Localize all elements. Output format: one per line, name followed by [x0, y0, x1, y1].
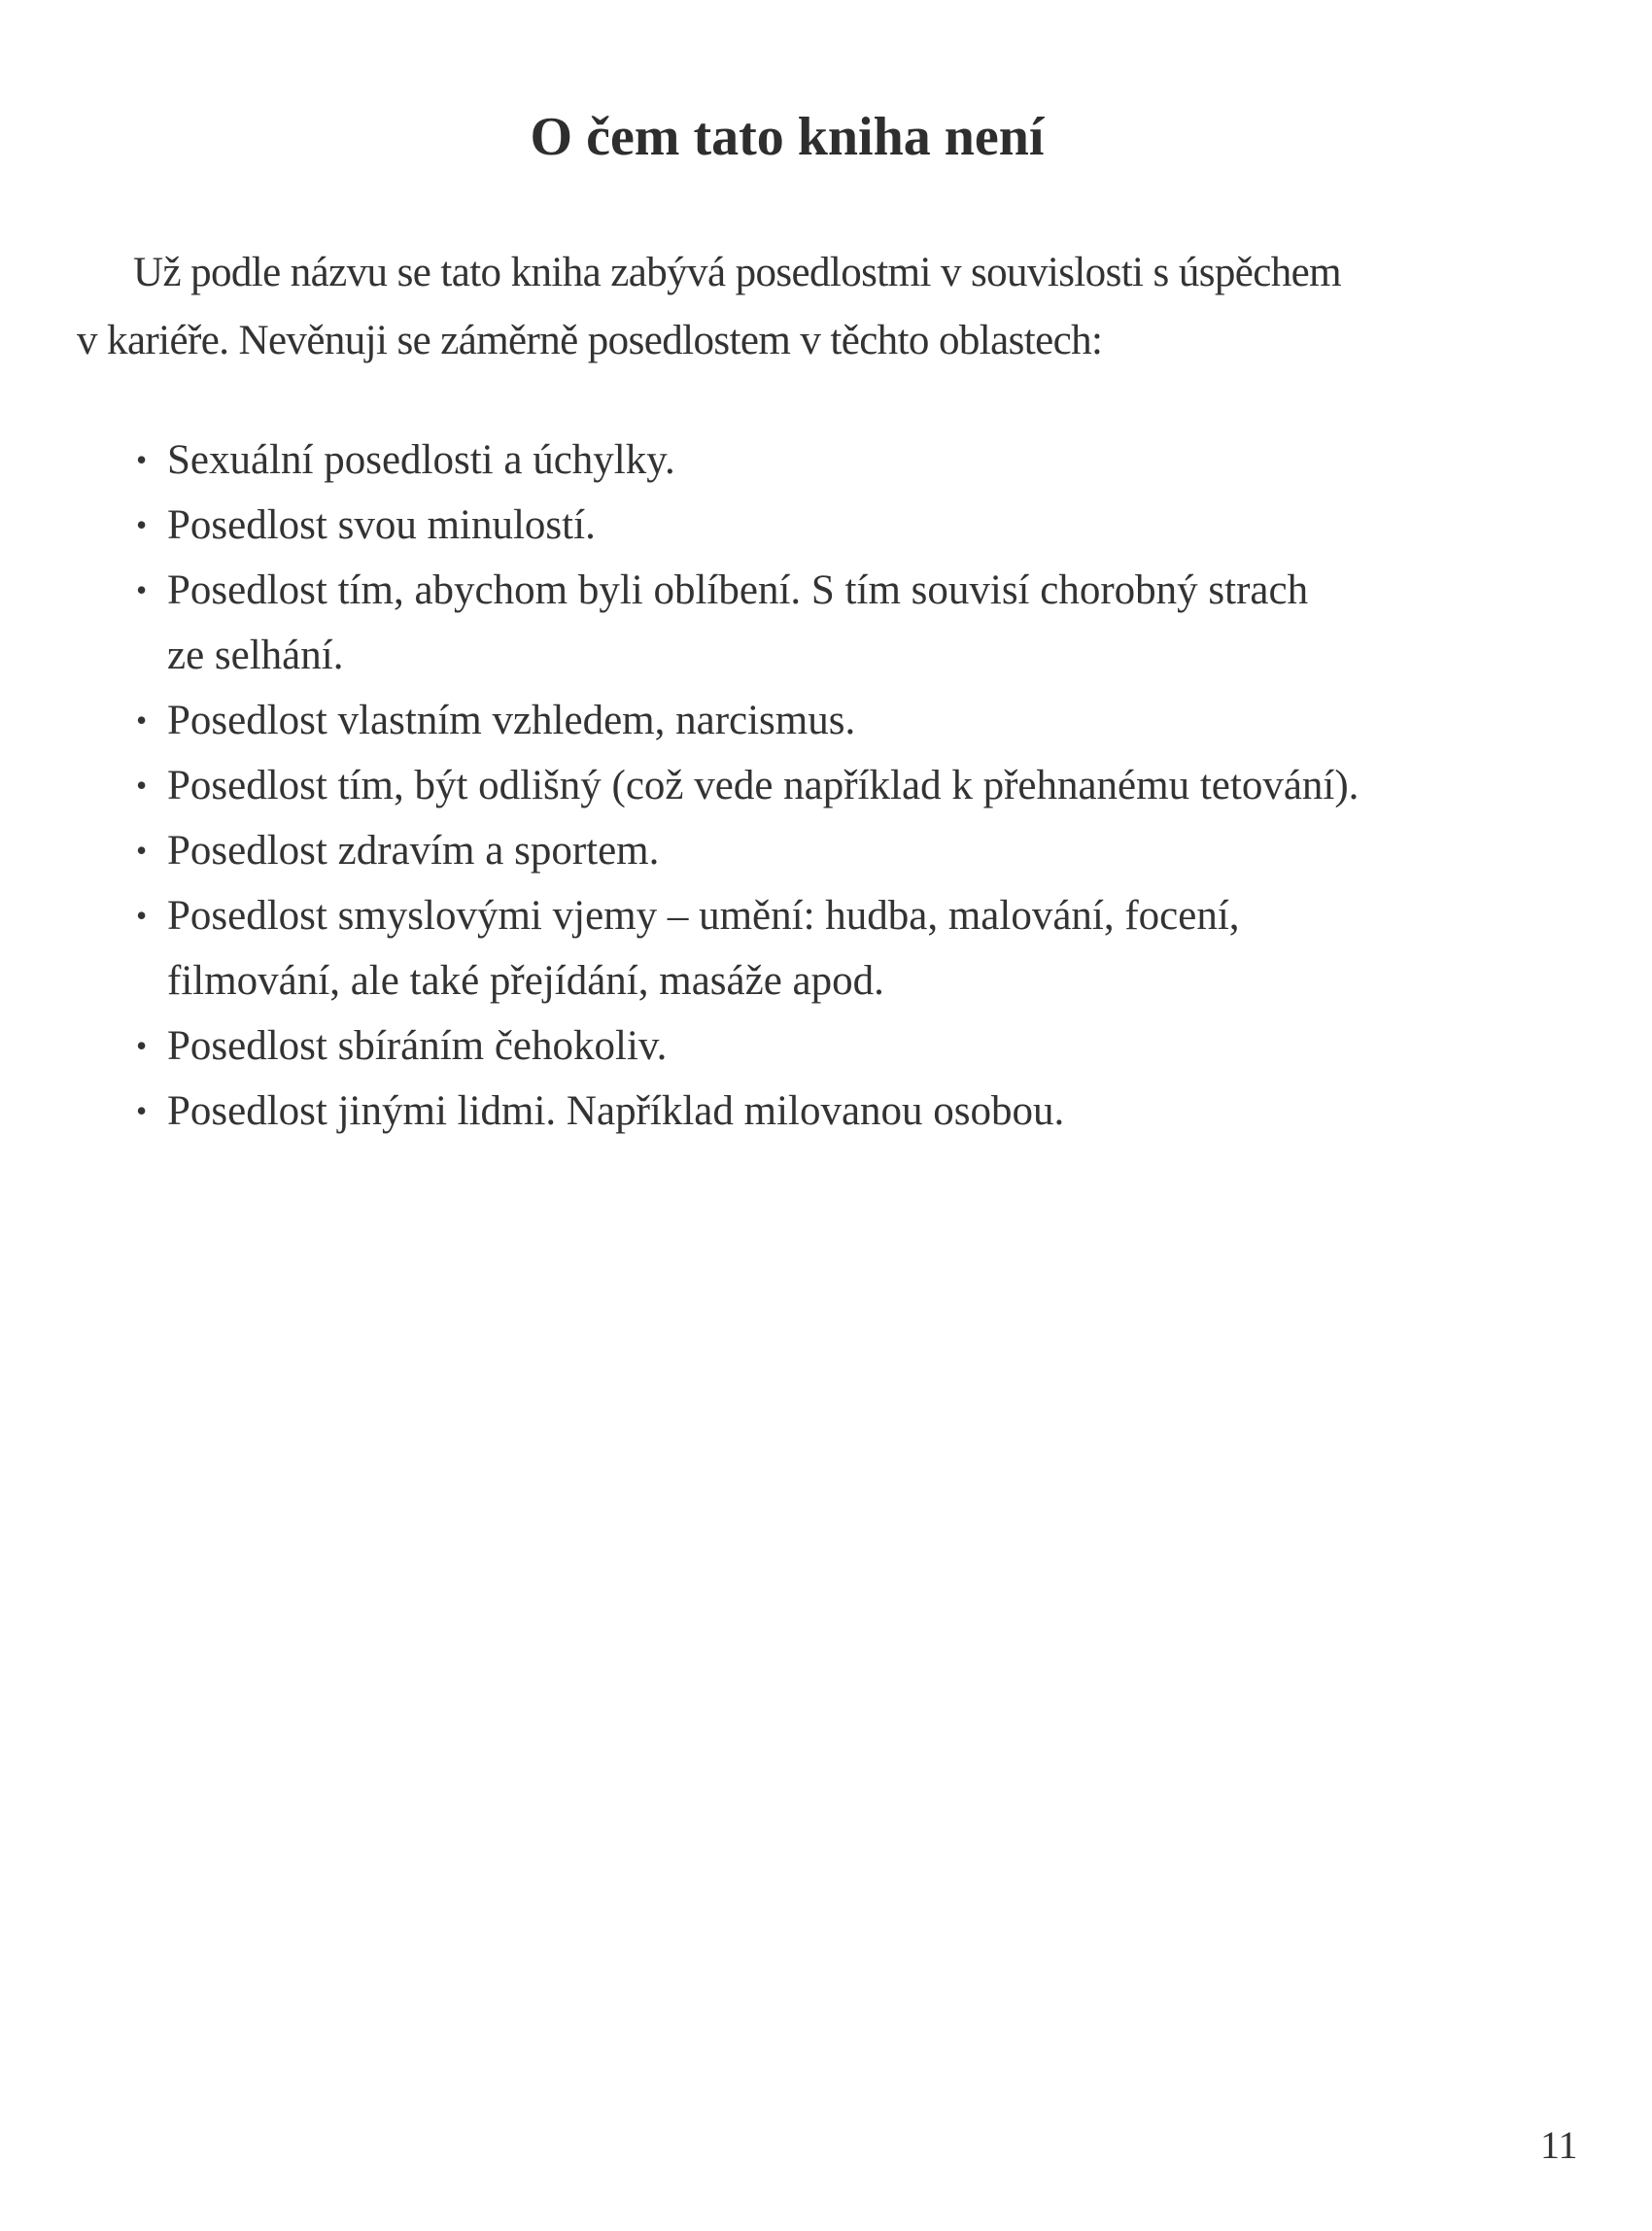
bullet-icon: • [136, 703, 148, 738]
list-item [134, 1013, 1495, 1079]
bullet-icon: • [136, 442, 148, 477]
list-item-text: Sexuální posedlosti a úchylky. [167, 437, 675, 483]
bullet-icon: • [136, 833, 148, 868]
list-item-text: Posedlost jinými lidmi. Například milovanou osobou. [167, 1088, 1065, 1134]
list-item [134, 428, 1495, 493]
bullet-icon: • [136, 507, 148, 542]
bullet-icon: • [136, 1093, 148, 1128]
intro-paragraph [77, 239, 1457, 375]
list-item [134, 688, 1495, 753]
list-item [134, 883, 1495, 1013]
list-item-text: Posedlost smyslovými vjemy – umění: hudba, malování, focení, [167, 893, 1240, 939]
list-item-text: Posedlost tím, být odlišný (což vede například k přehnanému tetování). [167, 763, 1359, 808]
list-item-text: Posedlost tím, abychom byli oblíbení. S tím souvisí chorobný strach [167, 567, 1309, 613]
page-number: 11 [1540, 2123, 1578, 2167]
page-title: O čem tato kniha není [530, 107, 1045, 167]
list-item-text: ze selhání. [167, 633, 344, 678]
list-item [134, 493, 1495, 558]
bullet-icon: • [136, 898, 148, 933]
list-item [134, 1079, 1495, 1144]
list-item-text: Posedlost zdravím a sportem. [167, 828, 660, 874]
bullet-icon: • [136, 1028, 148, 1063]
bullet-icon: • [136, 768, 148, 803]
list-item-text: Posedlost vlastním vzhledem, narcismus. [167, 698, 856, 743]
list-item [134, 818, 1495, 883]
intro-line: v kariéře. Nevěnuji se záměrně posedlostem v těchto oblastech: [77, 318, 1103, 363]
bullet-icon: • [136, 572, 148, 607]
list-item-text: Posedlost sbíráním čehokoliv. [167, 1023, 668, 1069]
bullet-list [134, 428, 1495, 1144]
list-item [134, 558, 1495, 688]
list-item-text: filmování, ale také přejídání, masáže apod. [167, 958, 884, 1004]
list-item [134, 753, 1495, 818]
intro-line: Už podle názvu se tato kniha zabývá posedlostmi v souvislosti s úspěchem [133, 250, 1341, 295]
list-item-text: Posedlost svou minulostí. [167, 502, 596, 548]
